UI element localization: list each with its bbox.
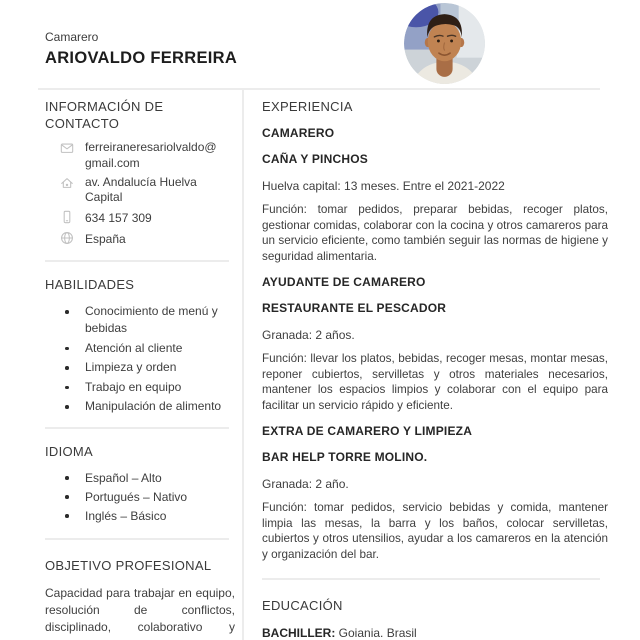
degree-detail: Goiania. Brasil	[338, 626, 417, 640]
skill-item: Limpieza y orden	[45, 359, 231, 376]
contact-country-value: España	[85, 232, 126, 246]
job-role: CAMARERO	[262, 126, 335, 140]
job-description: Función: tomar pedidos, preparar bebidas, recoger platos, gestionar comidas, colaborar con la cocina y otros camareros para un servicio eficiente, como también seguir las normas de higiene y seguridad alimentaria.	[262, 203, 608, 263]
job-description: Función: llevar los platos, bebidas, recoger mesas, montar mesas, reponer cubiertos, servilletas y otros materiales necesarios, mantener los espacios limpios y colaborar con el equipo para facilitar un servicio rápido y eficiente.	[262, 352, 608, 412]
job-location-duration: Granada: 2 años.	[262, 328, 355, 342]
education-section-title: EDUCACIÓN	[262, 598, 343, 613]
experience-entry	[262, 425, 608, 562]
contact-list	[45, 140, 231, 248]
language-item: Español – Alto	[45, 469, 231, 487]
contact-item-address	[45, 175, 231, 207]
globe-icon	[60, 231, 74, 250]
experience-entry	[262, 276, 608, 413]
skill-item: Conocimiento de menú y bebidas	[45, 303, 231, 337]
contact-phone-value: 634 157 309	[85, 211, 152, 225]
home-icon	[60, 176, 74, 195]
sidebar-divider	[45, 427, 229, 429]
language-item: Inglés – Básico	[45, 507, 231, 525]
languages-section-title: IDIOMA	[45, 444, 94, 459]
person-portrait-illustration	[404, 3, 485, 84]
experience-entry	[262, 127, 608, 264]
column-divider	[242, 90, 244, 640]
objective-section-title: OBJETIVO PROFESIONAL	[45, 558, 212, 573]
language-item: Portugués – Nativo	[45, 488, 231, 506]
contact-item-email	[45, 140, 231, 172]
languages-list	[45, 469, 231, 525]
sidebar-divider	[45, 538, 229, 540]
job-description: Función: tomar pedidos, servicio bebidas y comida, mantener limpia las mesas, la barra y los baños, colocar servilletas, cubiertos y otros utensilios, ayudar a los camareros en la atención y organización del bar.	[262, 501, 608, 561]
objective-text: Capacidad para trabajar en equipo, resolución de conflictos, disciplinado, colaborativo y	[45, 586, 235, 634]
profile-photo	[404, 3, 485, 84]
job-role: EXTRA DE CAMARERO Y LIMPIEZA	[262, 424, 473, 438]
main-column	[262, 90, 608, 640]
envelope-icon	[60, 141, 74, 160]
experience-section-title: EXPERIENCIA	[262, 99, 353, 114]
job-role: AYUDANTE DE CAMARERO	[262, 275, 426, 289]
job-company: RESTAURANTE EL PESCADOR	[262, 301, 447, 315]
skills-section-title: HABILIDADES	[45, 277, 135, 292]
main-divider	[262, 578, 600, 580]
mobile-phone-icon	[60, 210, 74, 229]
contact-address-value: av. Andalucía Huelva Capital	[85, 174, 197, 204]
skills-list	[45, 303, 231, 415]
skill-item: Manipulación de alimento	[45, 398, 231, 415]
candidate-name: ARIOVALDO FERREIRA	[45, 49, 238, 67]
sidebar-divider	[45, 260, 229, 262]
degree-label: BACHILLER:	[262, 626, 336, 640]
job-location-duration: Granada: 2 año.	[262, 477, 349, 491]
skill-item: Trabajo en equipo	[45, 379, 231, 396]
job-location-duration: Huelva capital: 13 meses. Entre el 2021-2022	[262, 179, 505, 193]
sidebar	[45, 90, 235, 636]
education-entry	[262, 626, 608, 640]
contact-item-country	[45, 230, 231, 248]
header	[45, 30, 237, 68]
job-company: BAR HELP TORRE MOLINO.	[262, 450, 428, 464]
contact-section-title: INFORMACIÓN DE CONTACTO	[45, 99, 164, 131]
contact-item-phone	[45, 209, 231, 227]
skill-item: Atención al cliente	[45, 340, 231, 357]
job-company: CAÑA Y PINCHOS	[262, 152, 368, 166]
job-title-label: Camarero	[45, 30, 99, 44]
contact-email-value: ferreiraneresariolvaldo@gmail.com	[85, 140, 217, 170]
